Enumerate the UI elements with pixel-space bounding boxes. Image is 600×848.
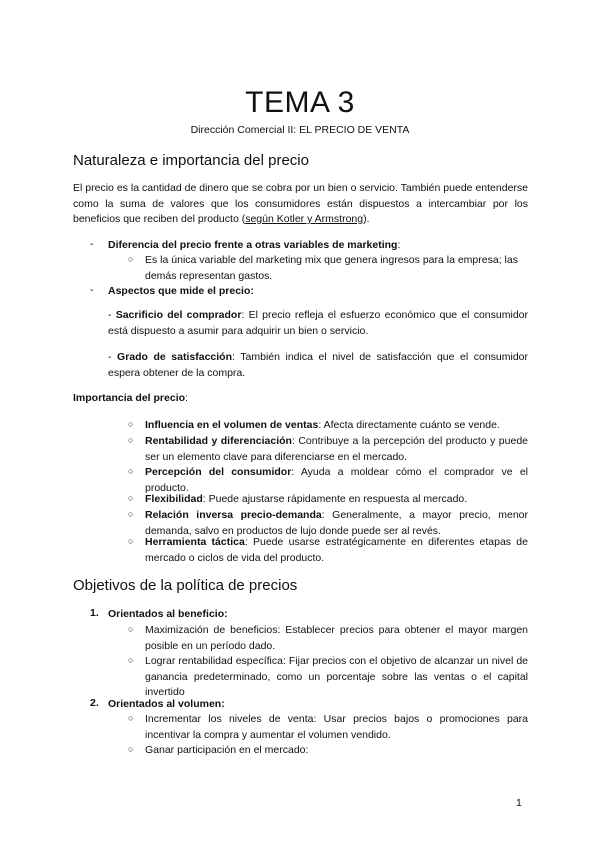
bullet-dash: -: [90, 238, 94, 250]
intro-end: ).: [363, 213, 370, 225]
aspect-sacrificio: - Sacrificio del comprador: El precio refleja el esfuerzo económico que el consumidor está dispuesto a asumir para adquirir un bien o servicio.: [108, 309, 528, 337]
sub-bullet-circle: ○: [128, 655, 134, 665]
importance-label: [73, 391, 528, 407]
intro-paragraph: [73, 181, 528, 228]
sub-bullet-circle: ○: [128, 435, 134, 445]
list-number: 1.: [90, 607, 99, 619]
aspect-sacrificio-title: Sacrificio del comprador: [115, 309, 242, 321]
importance-item-text: : Ayuda a moldear cómo el comprador ve el producto.: [145, 466, 528, 494]
objective-item: Incrementar los niveles de venta: Usar precios bajos o promociones para incentivar la compra y aumentar el volumen vendido.: [145, 713, 528, 741]
importance-item-title: Percepción del consumidor: [145, 466, 292, 478]
objective-item: Maximización de beneficios: Establecer precios para obtener el mayor margen posible en un período dado.: [145, 624, 528, 652]
kotler-reference-link[interactable]: según Kotler y Armstrong: [245, 213, 364, 225]
importance-label-text: Importancia del precio: [73, 392, 186, 404]
importance-item-title: Relación inversa precio-demanda: [145, 509, 322, 521]
sub-bullet-circle: ○: [128, 254, 134, 264]
objective-beneficio: Orientados al beneficio:: [108, 608, 228, 620]
section-heading-objetivos: Objetivos de la política de precios: [73, 577, 298, 594]
sub-bullet-unica-variable: Es la única variable del marketing mix que genera ingresos para la empresa; las demás representan gastos.: [145, 254, 518, 282]
importance-item-text: : Puede ajustarse rápidamente en respuesta al mercado.: [202, 493, 468, 505]
importance-item-text: : Afecta directamente cuánto se vende.: [318, 419, 500, 431]
sub-bullet-circle: ○: [128, 509, 134, 519]
importance-item: [145, 492, 528, 508]
sub-bullet-circle: ○: [128, 713, 134, 723]
sub-bullet-circle: ○: [128, 536, 134, 546]
intro-text: El precio es la cantidad de dinero que se cobra por un bien o servicio. También puede entenderse como la suma de valores que los consumidores están dispuestos a intercambiar por los beneficios que reciben del producto (: [73, 182, 528, 225]
bullet-dash: -: [90, 284, 94, 296]
aspect-satisfaccion-text: : También indica el nivel de satisfacción que el consumidor espera obtener de la compra.: [108, 351, 528, 379]
page-title: TEMA 3: [245, 86, 355, 119]
importance-item-text: : Generalmente, a mayor precio, menor demanda, salvo en productos de lujo donde puede ser al revés.: [145, 509, 528, 537]
sub-bullet-circle: ○: [128, 466, 134, 476]
importance-item: [145, 535, 528, 566]
aspect-satisfaccion-title: Grado de satisfacción: [117, 351, 232, 363]
page-subtitle: Dirección Comercial II: EL PRECIO DE VENTA: [190, 124, 410, 136]
aspect-sacrificio-text: : El precio refleja el esfuerzo económico que el consumidor está dispuesto a asumir para adquirir un bien o servicio.: [108, 309, 528, 337]
section-heading-naturaleza: Naturaleza e importancia del precio: [73, 152, 309, 169]
importance-item: [145, 418, 528, 434]
importance-item: [145, 434, 528, 465]
objective-volumen: Orientados al volumen:: [108, 698, 225, 710]
objective-item: Ganar participación en el mercado:: [145, 744, 309, 756]
importance-label-colon: :: [185, 392, 188, 404]
importance-item-text: : Contribuye a la percepción del producto y puede ser un elemento clave para diferenciarse en el mercado.: [145, 435, 528, 463]
importance-item-title: Flexibilidad: [145, 493, 203, 505]
aspect-satisfaccion: - Grado de satisfacción: También indica el nivel de satisfacción que el consumidor espera obtener de la compra.: [108, 351, 528, 379]
sub-bullet-circle: ○: [128, 419, 134, 429]
bullet-diferencia: [108, 238, 528, 254]
page-number: 1: [516, 797, 522, 809]
list-number: 2.: [90, 697, 99, 709]
sub-bullet-circle: ○: [128, 744, 134, 754]
sub-bullet-circle: ○: [128, 493, 134, 503]
bullet-diferencia-colon: :: [397, 239, 401, 251]
importance-item-title: Rentabilidad y diferenciación: [145, 435, 292, 447]
bullet-aspectos: Aspectos que mide el precio:: [108, 285, 254, 297]
importance-item-text: : Puede usarse estratégicamente en diferentes etapas de mercado o ciclos de vida del producto.: [145, 536, 528, 564]
importance-item-title: Herramienta táctica: [145, 536, 245, 548]
objective-item: Lograr rentabilidad específica: Fijar precios con el objetivo de alcanzar un nivel de ganancia predeterminado, como un porcentaje sobre las ventas o el capital invertido: [145, 655, 528, 698]
sub-bullet-circle: ○: [128, 624, 134, 634]
bullet-diferencia-title: Diferencia del precio frente a otras variables de marketing: [108, 239, 398, 251]
importance-item-title: Influencia en el volumen de ventas: [145, 419, 319, 431]
